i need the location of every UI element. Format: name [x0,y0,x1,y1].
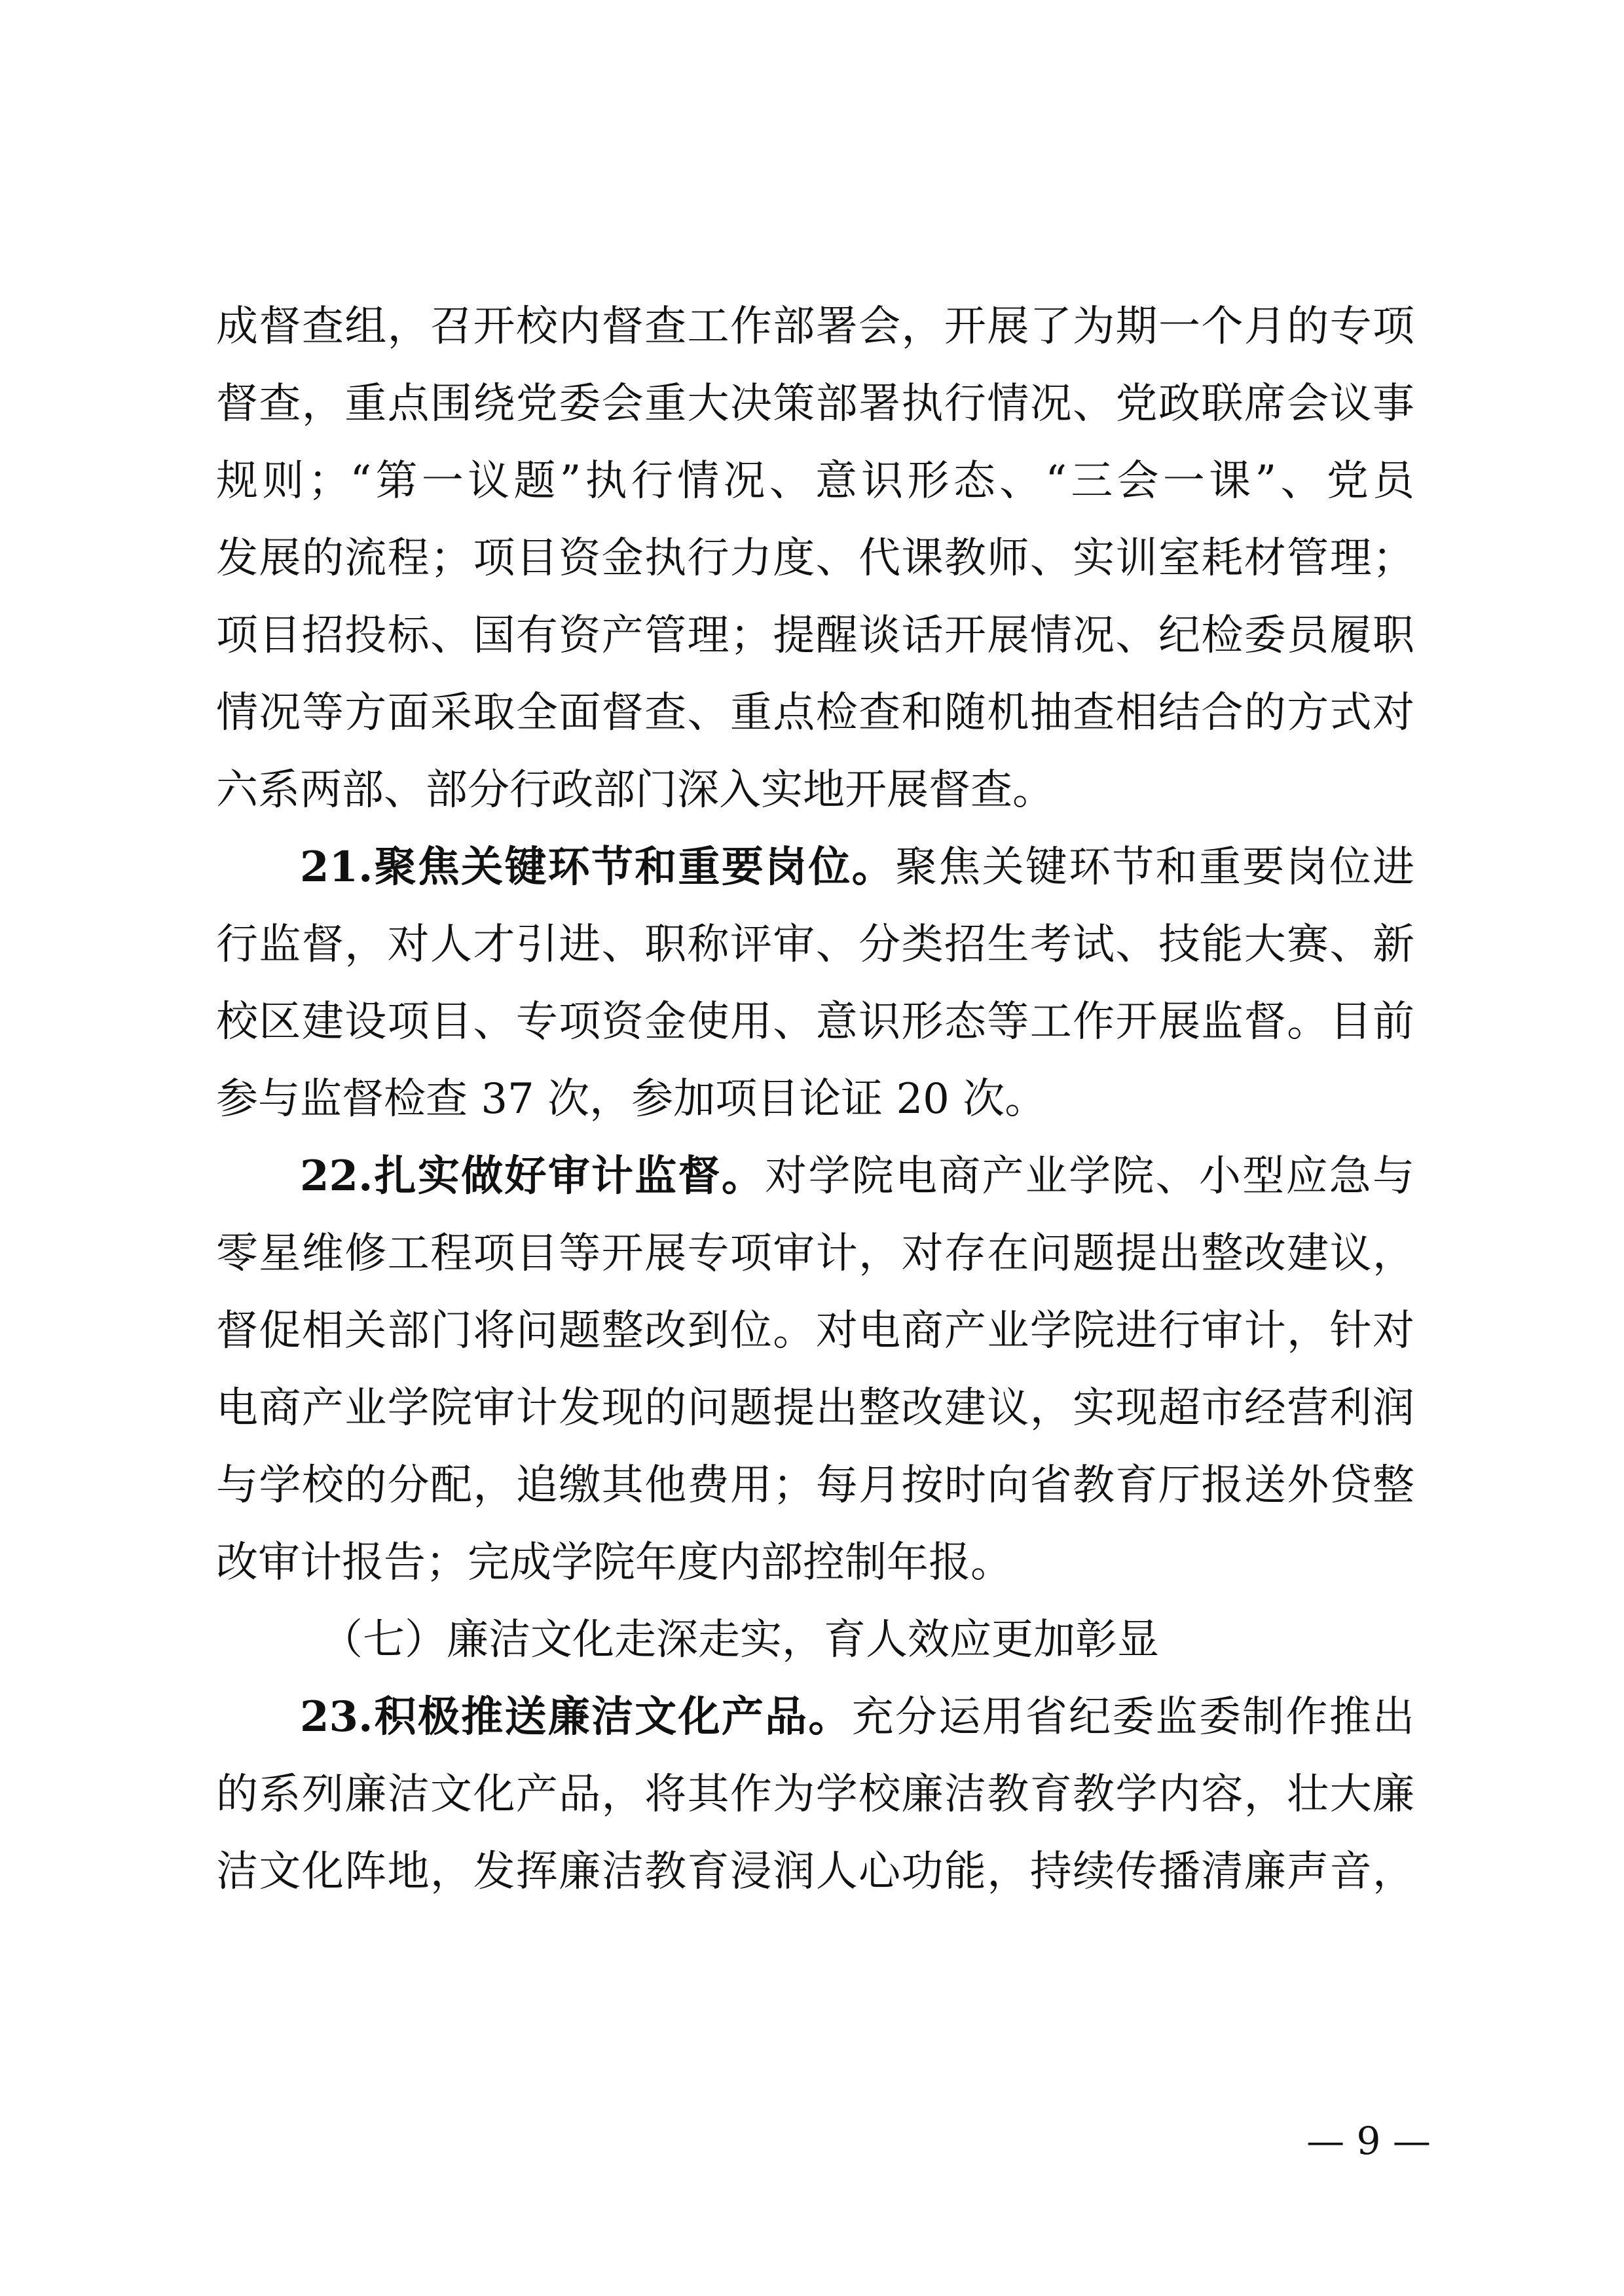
paragraph-item-21 [216,829,1414,1138]
text-line: 情况等方面采取全面督查、重点检查和随机抽查相结合的方式对 [216,689,1414,737]
item-text: 对学院电商产业学院、小型应急与 [765,1152,1415,1201]
page-number: — 9 — [1306,2119,1431,2163]
text-line: 与学校的分配，追缴其他费用；每月按时向省教育厅报送外贷整 [216,1461,1414,1510]
text-line: 成督查组，召开校内督查工作部署会，开展了为期一个月的专项 [216,302,1414,351]
text-line [216,1138,1414,1215]
document-body [216,288,1414,1910]
section-title: （七）廉洁文化走深走实，育人效应更加彰显 [321,1616,1159,1664]
item-text: 聚焦关键环节和重要岗位进 [895,843,1415,892]
item-heading: 23.积极推送廉洁文化产品。 [300,1692,852,1741]
text-line [216,829,1414,906]
text-line: 的系列廉洁文化产品，将其作为学校廉洁教育教学内容，壮大廉 [216,1770,1414,1819]
text-line: 洁文化阵地，发挥廉洁教育浸润人心功能，持续传播清廉声音， [216,1848,1414,1896]
text-line: 改审计报告；完成学院年度内部控制年报。 [216,1539,1012,1587]
paragraph-inspection [216,288,1414,829]
text-line [216,1679,1414,1756]
text-line: 项目招投标、国有资产管理；提醒谈话开展情况、纪检委员履职 [216,611,1414,660]
text-line: 发展的流程；项目资金执行力度、代课教师、实训室耗材管理； [216,534,1414,583]
text-line: 督查，重点围绕党委会重大决策部署执行情况、党政联席会议事 [216,380,1414,428]
text-line: 督促相关部门将问题整改到位。对电商产业学院进行审计，针对 [216,1307,1414,1355]
paragraph-item-23 [216,1679,1414,1910]
text-line: 行监督，对人才引进、职称评审、分类招生考试、技能大赛、新 [216,920,1414,969]
text-line: 电商产业学院审计发现的问题提出整改建议，实现超市经营利润 [216,1384,1414,1432]
item-heading: 22.扎实做好审计监督。 [300,1152,766,1201]
text-line: 参与监督检查 37 次，参加项目论证 20 次。 [216,1075,1047,1123]
text-line: 规则；“第一议题”执行情况、意识形态、“三会一课”、党员 [216,457,1414,505]
text-line: 六系两部、部分行政部门深入实地开展督查。 [216,766,1054,814]
text-line: 零星维修工程项目等开展专项审计，对存在问题提出整改建议， [216,1230,1414,1278]
item-text: 充分运用省纪委监委制作推出 [851,1693,1414,1741]
item-heading: 21.聚焦关键环节和重要岗位。 [300,843,895,892]
paragraph-item-22 [216,1138,1414,1601]
text-line: 校区建设项目、专项资金使用、意识形态等工作开展监督。目前 [216,998,1414,1046]
